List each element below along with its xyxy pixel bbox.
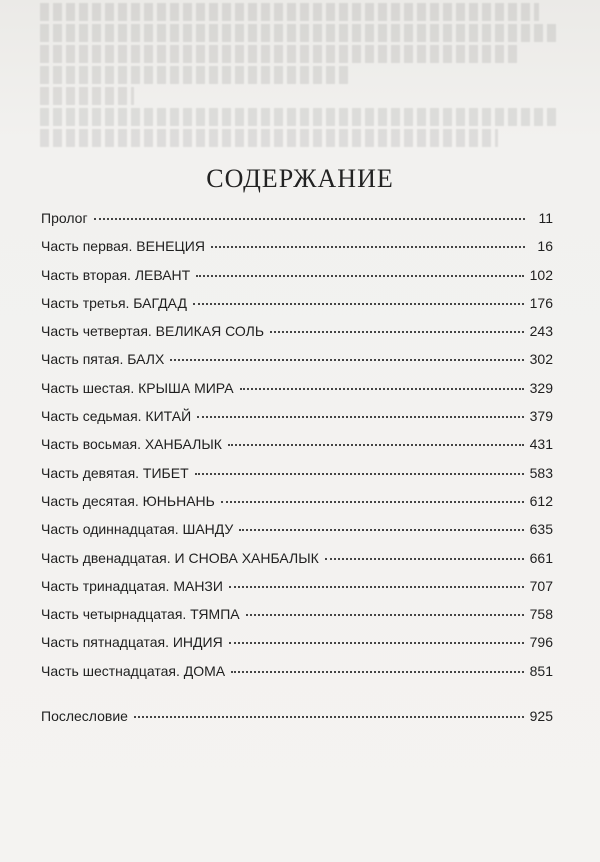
- toc-entry-part-5[interactable]: [41, 351, 553, 379]
- toc-entry-page: 612: [529, 492, 553, 509]
- toc-entry-part-13[interactable]: [41, 578, 553, 606]
- toc-entry-label: Часть девятая. ТИБЕТ: [41, 464, 189, 481]
- toc-entry-part-3[interactable]: [41, 295, 553, 323]
- dot-leader: [94, 218, 525, 220]
- toc-entry-page: 379: [529, 408, 553, 425]
- dot-leader: [325, 558, 524, 560]
- toc-entry-label: Часть пятнадцатая. ИНДИЯ: [41, 634, 223, 651]
- toc-entry-part-2[interactable]: [41, 267, 553, 295]
- toc-entry-page: 583: [529, 464, 553, 481]
- table-of-contents: [41, 210, 553, 736]
- toc-entry-page: 707: [529, 577, 553, 594]
- toc-entry-part-6[interactable]: [41, 380, 553, 408]
- toc-entry-page: 329: [529, 379, 553, 396]
- toc-entry-page: 758: [529, 606, 553, 623]
- dot-leader: [134, 716, 524, 718]
- show-through-text: [40, 0, 560, 150]
- toc-entry-label: Часть двенадцатая. И СНОВА ХАНБАЛЫК: [41, 549, 319, 566]
- toc-entry-prologue[interactable]: [41, 210, 553, 238]
- toc-entry-page: 102: [529, 266, 553, 283]
- toc-entry-label: Часть тринадцатая. МАНЗИ: [41, 577, 223, 594]
- dot-leader: [229, 642, 524, 644]
- toc-entry-part-9[interactable]: [41, 465, 553, 493]
- toc-entry-part-8[interactable]: [41, 436, 553, 464]
- toc-entry-page: 661: [529, 549, 553, 566]
- toc-entry-afterword[interactable]: [41, 708, 553, 736]
- toc-entry-page: 11: [538, 210, 553, 226]
- toc-entry-page: 635: [529, 521, 553, 538]
- toc-entry-page: 302: [529, 351, 553, 368]
- toc-entry-page: 16: [537, 238, 553, 255]
- toc-entry-page: 925: [529, 708, 553, 725]
- dot-leader: [193, 303, 524, 305]
- toc-entry-label: Часть восьмая. ХАНБАЛЫК: [41, 436, 222, 453]
- toc-entry-label: Часть десятая. ЮНЬНАНЬ: [41, 492, 215, 509]
- toc-entry-label: Часть третья. БАГДАД: [41, 294, 187, 311]
- toc-entry-part-7[interactable]: [41, 408, 553, 436]
- toc-entry-label: Часть шестнадцатая. ДОМА: [41, 662, 226, 679]
- dot-leader: [197, 416, 524, 418]
- dot-leader: [229, 586, 524, 588]
- toc-entry-page: 176: [529, 294, 553, 311]
- toc-title: СОДЕРЖАНИЕ: [206, 164, 394, 193]
- dot-leader: [195, 473, 524, 475]
- toc-entry-part-14[interactable]: [41, 606, 553, 634]
- toc-entry-part-11[interactable]: [41, 521, 553, 549]
- toc-entry-label: Часть шестая. КРЫША МИРА: [41, 379, 234, 396]
- toc-entry-part-10[interactable]: [41, 493, 553, 521]
- dot-leader: [228, 444, 524, 446]
- toc-entry-part-15[interactable]: [41, 634, 553, 662]
- dot-leader: [211, 246, 525, 248]
- toc-entry-part-12[interactable]: [41, 550, 553, 578]
- toc-entry-part-4[interactable]: [41, 323, 553, 351]
- toc-entry-label: Часть первая. ВЕНЕЦИЯ: [41, 238, 205, 255]
- dot-leader: [239, 529, 523, 531]
- toc-entry-page: 431: [529, 436, 553, 453]
- toc-entry-label: Часть одиннадцатая. ШАНДУ: [41, 521, 234, 538]
- toc-entry-label: Часть вторая. ЛЕВАНТ: [41, 266, 191, 283]
- toc-entry-label: Послесловие: [41, 708, 128, 725]
- dot-leader: [240, 388, 524, 390]
- dot-leader: [221, 501, 524, 503]
- toc-entry-label: Часть седьмая. КИТАЙ: [41, 408, 192, 425]
- toc-entry-page: 796: [529, 634, 553, 651]
- dot-leader: [196, 275, 523, 277]
- toc-entry-part-16[interactable]: [41, 663, 553, 691]
- dot-leader: [231, 671, 524, 673]
- toc-entry-label: Часть пятая. БАЛХ: [41, 351, 165, 368]
- toc-entry-label: Часть четвертая. ВЕЛИКАЯ СОЛЬ: [41, 323, 265, 340]
- dot-leader: [246, 614, 524, 616]
- toc-entry-page: 243: [529, 323, 553, 340]
- dot-leader: [270, 331, 524, 333]
- toc-entry-part-1[interactable]: [41, 238, 553, 266]
- toc-entry-label: Пролог: [41, 210, 88, 226]
- toc-entry-label: Часть четырнадцатая. ТЯМПА: [41, 606, 240, 623]
- dot-leader: [170, 359, 523, 361]
- toc-entry-page: 851: [529, 662, 553, 679]
